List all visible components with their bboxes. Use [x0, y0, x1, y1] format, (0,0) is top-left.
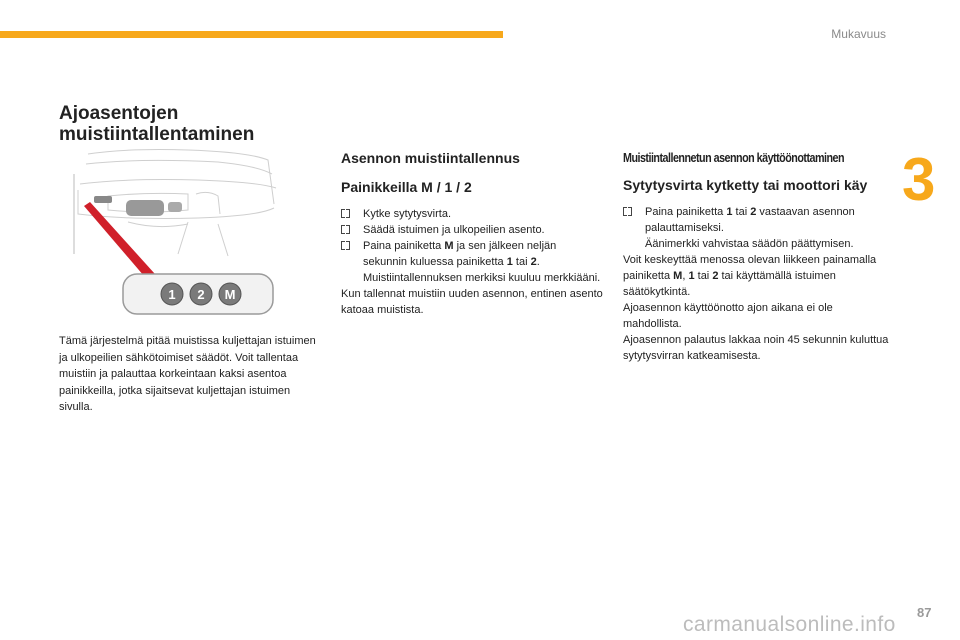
memory-button-1-label: 1 [168, 287, 176, 302]
memorize-section [341, 150, 603, 318]
recall-interrupt-paragraph: Voit keskeyttää menossa olevan liikkeen painamalla painiketta M, 1 tai 2 tai käyttämällä istuimen säätökytkintä. [623, 254, 877, 298]
recall-steps [623, 204, 893, 252]
recall-heading: Muistiintallennetun asennon käyttöönottaminen [623, 151, 845, 165]
recall-subheading: Sytytysvirta kytketty tai moottori käy [623, 177, 868, 193]
page-title-line1: Ajoasentojen [59, 103, 179, 124]
seat-memory-buttons-illustration [68, 144, 286, 318]
page-number: 87 [917, 605, 932, 620]
memory-button-m-label: M [224, 287, 236, 302]
intro-paragraph: Tämä järjestelmä pitää muistissa kuljettajan istuimen ja ulkopeilien sähkötoimiset säädöt. Voit tallentaa muistiin ja palauttaa korkeintaan kaksi asentoa painikkeilla, jotka sijaitsevat kuljettajan istuimen sivulla. [59, 335, 316, 413]
memorize-note: Kun tallennat muistiin uuden asennon, entinen asento katoaa muistista. [341, 288, 603, 316]
watermark: carmanualsonline.info [683, 613, 896, 636]
chapter-number: 3 [902, 146, 936, 213]
header-accent-bar [0, 31, 503, 38]
list-item: Säädä istuimen ja ulkopeilien asento. [341, 222, 603, 238]
list-item: Kytke sytytysvirta. [341, 206, 603, 222]
memory-button-1 [161, 283, 183, 305]
checkbox-icon [341, 241, 350, 250]
checkbox-icon [341, 209, 350, 218]
memory-button-2-label: 2 [197, 287, 205, 302]
section-title: Mukavuus [831, 27, 886, 41]
memory-button-m [219, 283, 241, 305]
memorize-steps [341, 206, 603, 286]
memorize-subheading: Painikkeilla M / 1 / 2 [341, 179, 472, 195]
recall-timeout-note: Ajoasennon palautus lakkaa noin 45 sekunnin kuluttua sytytysvirran katkeamisesta. [623, 334, 889, 362]
memorize-heading: Asennon muistiintallennus [341, 150, 520, 166]
checkbox-icon [623, 207, 632, 216]
page-title-line2: muistiintallentaminen [59, 124, 255, 145]
list-item: Paina painiketta M ja sen jälkeen neljän sekunnin kuluessa painiketta 1 tai 2. Muistiintallennuksen merkiksi kuuluu merkkiääni. [341, 238, 603, 286]
list-item: Paina painiketta 1 tai 2 vastaavan asennon palauttamiseksi. Äänimerkki vahvistaa säädön päättymisen. [623, 204, 893, 252]
recall-section [623, 150, 893, 364]
memory-button-2 [190, 283, 212, 305]
page-title [59, 103, 254, 145]
recall-driving-note: Ajoasennon käyttöönotto ajon aikana ei ole mahdollista. [623, 302, 833, 330]
checkbox-icon [341, 225, 350, 234]
